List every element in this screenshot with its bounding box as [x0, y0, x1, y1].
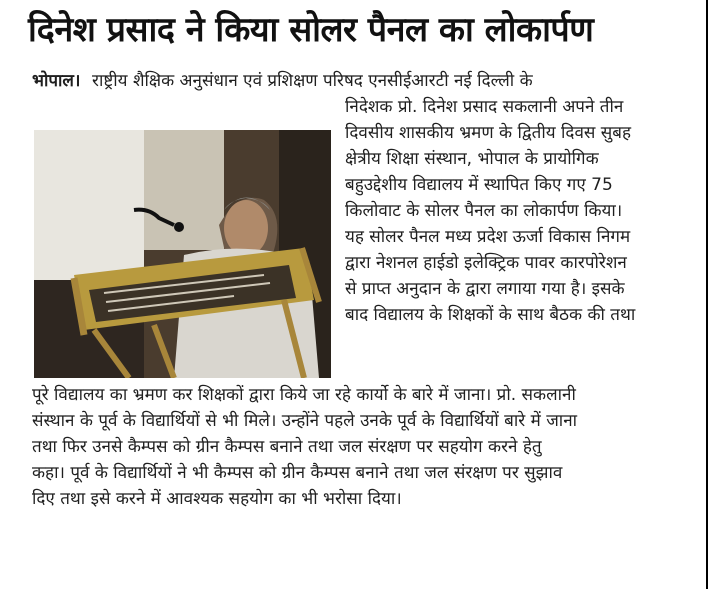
body-line-3: दिवसीय शासकीय भ्रमण के द्वितीय दिवस सुबह — [345, 123, 632, 143]
body-line-5: बहुउद्देशीय विद्यालय में स्थापित किए गए 75 — [345, 175, 613, 195]
body-line-12: संस्थान के पूर्व के विद्यार्थियों से भी मिले। उन्होंने पहले उनके पूर्व के विद्यार्थियों बारे में जाना — [32, 411, 578, 431]
body-line-13: तथा फिर उनसे कैम्पस को ग्रीन कैम्पस बनाने तथा जल संरक्षण पर सहयोग करने हेतु — [32, 437, 542, 457]
body-line-7: यह सोलर पैनल मध्य प्रदेश ऊर्जा विकास निगम — [345, 227, 631, 247]
body-line-8: द्वारा नेशनल हाईडो इलेक्ट्रिक पावर कारपोरेशन — [345, 253, 627, 273]
body-line-6: किलोवाट के सोलर पैनल का लोकार्पण किया। — [345, 201, 623, 221]
body-line-11: पूरे विद्यालय का भ्रमण कर शिक्षकों द्वारा किये जा रहे कार्यो के बारे में जाना। प्रो. सकलानी — [32, 385, 576, 405]
body-line-2: निदेशक प्रो. दिनेश प्रसाद सकलानी अपने तीन — [345, 97, 624, 117]
column-rule — [706, 0, 708, 589]
body-line-10: बाद विद्यालय के शिक्षकों के साथ बैठक की तथा — [345, 305, 636, 325]
body-line-4: क्षेत्रीय शिक्षा संस्थान, भोपाल के प्रायोगिक — [345, 149, 599, 169]
body-line-1: राष्ट्रीय शैक्षिक अनुसंधान एवं प्रशिक्षण परिषद एनसीईआरटी नई दिल्ली के — [92, 71, 533, 91]
body-line-9: से प्राप्त अनुदान के द्वारा लगाया गया है। इसके — [345, 279, 625, 299]
headline: दिनेश प्रसाद ने किया सोलर पैनल का लोकार्पण — [28, 10, 594, 50]
dateline: भोपाल। — [32, 71, 81, 91]
body-line-14: कहा। पूर्व के विद्यार्थियों ने भी कैम्पस को ग्रीन कैम्पस बनाने तथा जल संरक्षण पर सुझाव — [32, 463, 563, 483]
body-line-15: दिए तथा इसे करने में आवश्यक सहयोग का भी भरोसा दिया। — [32, 489, 402, 509]
news-photo — [34, 130, 331, 378]
